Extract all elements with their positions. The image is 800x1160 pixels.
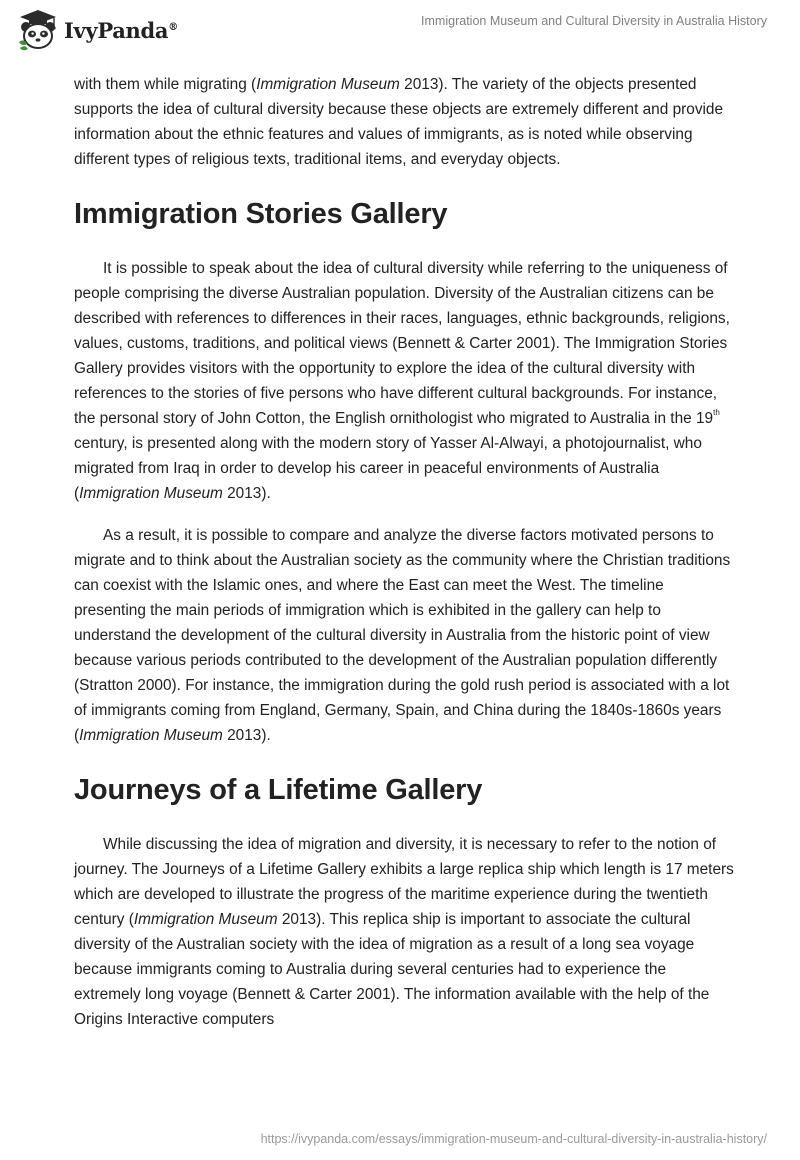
document-title: Immigration Museum and Cultural Diversity in Australia History — [421, 14, 767, 28]
footer-source-url[interactable]: https://ivypanda.com/essays/immigration-museum-and-cultural-diversity-in-australia-history/ — [260, 1132, 767, 1146]
paragraph-immigration-stories-2: As a result, it is possible to compare and analyze the diverse factors motivated persons to migrate and to think about the Australian society as the community where the Christian traditions can coexist with the Islamic ones, and where the East can meet the West. The timeline presenting the main periods of immigration which is exhibited in the gallery can help to understand the development of the cultural diversity in Australia from the historic point of view because various periods contributed to the development of the Australian population differently (Stratton 2000). For instance, the immigration during the gold rush period is associated with a lot of immigrants coming from England, Germany, Spain, and China during the 1840s-1860s years (Immigration Museum 2013). — [74, 527, 731, 744]
section-heading-immigration-stories: Immigration Stories Gallery — [74, 198, 448, 230]
paragraph-continuation: with them while migrating (Immigration Museum 2013). The variety of the objects presented supports the idea of cultural diversity because these objects are extremely different and provide information about the ethnic features and values of immigrants, as is noted while observing different types of religious texts, traditional items, and everyday objects. — [74, 76, 724, 168]
panda-graduate-logo-icon — [16, 8, 60, 52]
logo-wordmark: IvyPanda® — [64, 17, 178, 43]
logo[interactable] — [16, 8, 178, 52]
paragraph-journeys-1: While discussing the idea of migration and diversity, it is necessary to refer to the notion of journey. The Journeys of a Lifetime Gallery exhibits a large replica ship which length is 17 meters which are developed to illustrate the progress of the maritime experience during the twentieth century (Immigration Museum 2013). This replica ship is important to associate the cultural diversity of the Australian society with the idea of migration as a result of a long sea voyage because immigrants coming to Australia during several centuries had to experience the extremely long voyage (Bennett & Carter 2001). The information available with the help of the Origins Interactive computers — [74, 836, 734, 1028]
paragraph-immigration-stories-1: It is possible to speak about the idea of cultural diversity while referring to the uniqueness of people comprising the diverse Australian population. Diversity of the Australian citizens can be described with references to differences in their races, languages, ethnic backgrounds, religions, values, customs, traditions, and political views (Bennett & Carter 2001). The Immigration Stories Gallery provides visitors with the opportunity to explore the idea of the cultural diversity with references to the stories of five persons who have different cultural backgrounds. For instance, the personal story of John Cotton, the English ornithologist who migrated to Australia in the 19th century, is presented along with the modern story of Yasser Al-Alwayi, a photojournalist, who migrated from Iraq in order to develop his career in peaceful environments of Australia (Immigration Museum 2013). — [74, 260, 730, 502]
page-header — [0, 0, 800, 60]
essay-content — [74, 72, 734, 1032]
section-heading-journeys-of-a-lifetime: Journeys of a Lifetime Gallery — [74, 774, 483, 806]
